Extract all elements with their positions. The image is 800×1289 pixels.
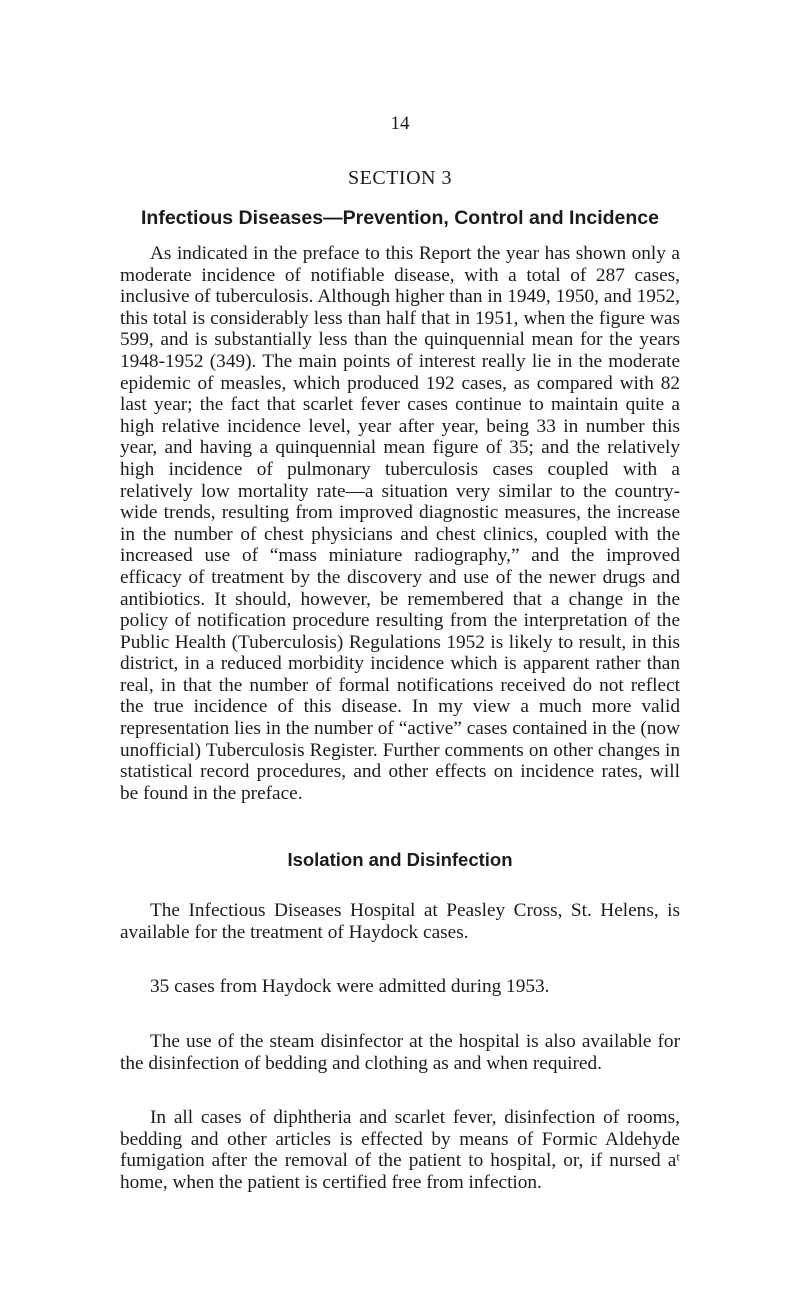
steam-disinfector-paragraph: The use of the steam disinfector at the hospital is also available for the disinfection of bedding and clothing as and when required. — [120, 1031, 680, 1074]
page-number: 14 — [390, 113, 410, 134]
isolation-heading: Isolation and Disinfection — [287, 849, 513, 870]
section-heading: SECTION 3 — [348, 167, 452, 189]
section-title: Infectious Diseases—Prevention, Control and Incidence — [141, 207, 659, 229]
intro-paragraph: As indicated in the preface to this Report the year has shown only a moderate incidence of notifiable disease, with a total of 287 cases, inclusive of tuberculosis. Although higher than in 1949, 1950, and 1952, this total is considerably less than half that in 1951, when the figure was 599, and is substantially less than the quinquennial mean for the years 1948-1952 (349). The main points of interest really lie in the moderate epidemic of measles, which produced 192 cases, as compared with 82 last year; the fact that scarlet fever cases continue to maintain quite a high relative incidence level, year after year, being 33 in number this year, and having a quinquennial mean figure of 35; and the relatively high incidence of pulmonary tuberculosis cases coupled with a relatively low mortality rate—a situation very similar to the country-wide trends, resulting from improved diagnostic measures, the increase in the number of chest physicians and chest clinics, coupled with the increased use of “mass miniature radiography,” and the improved efficacy of treatment by the discovery and use of the newer drugs and antibiotics. It should, however, be remembered that a change in the policy of notification procedure resulting from the interpretation of the Public Health (Tuberculosis) Regulations 1952 is likely to result, in this district, in a reduced morbidity incidence which is apparent rather than real, in that the number of formal notifications received do not reflect the true incidence of this disease. In my view a much more valid representation lies in the number of “active” cases contained in the (now unofficial) Tuberculosis Register. Further comments on other changes in statistical record procedures, and other effects on incidence rates, will be found in the preface. — [120, 243, 680, 804]
hospital-paragraph: The Infectious Diseases Hospital at Peasley Cross, St. Helens, is available for the treatment of Haydock cases. — [120, 900, 680, 943]
fumigation-paragraph: In all cases of diphtheria and scarlet fever, disinfection of rooms, bedding and other articles is effected by means of Formic Aldehyde fumigation after the removal of the patient to hospital, or, if nursed aᵗ home, when the patient is certified free from infection. — [120, 1107, 680, 1193]
admissions-paragraph: 35 cases from Haydock were admitted during 1953. — [150, 976, 550, 997]
